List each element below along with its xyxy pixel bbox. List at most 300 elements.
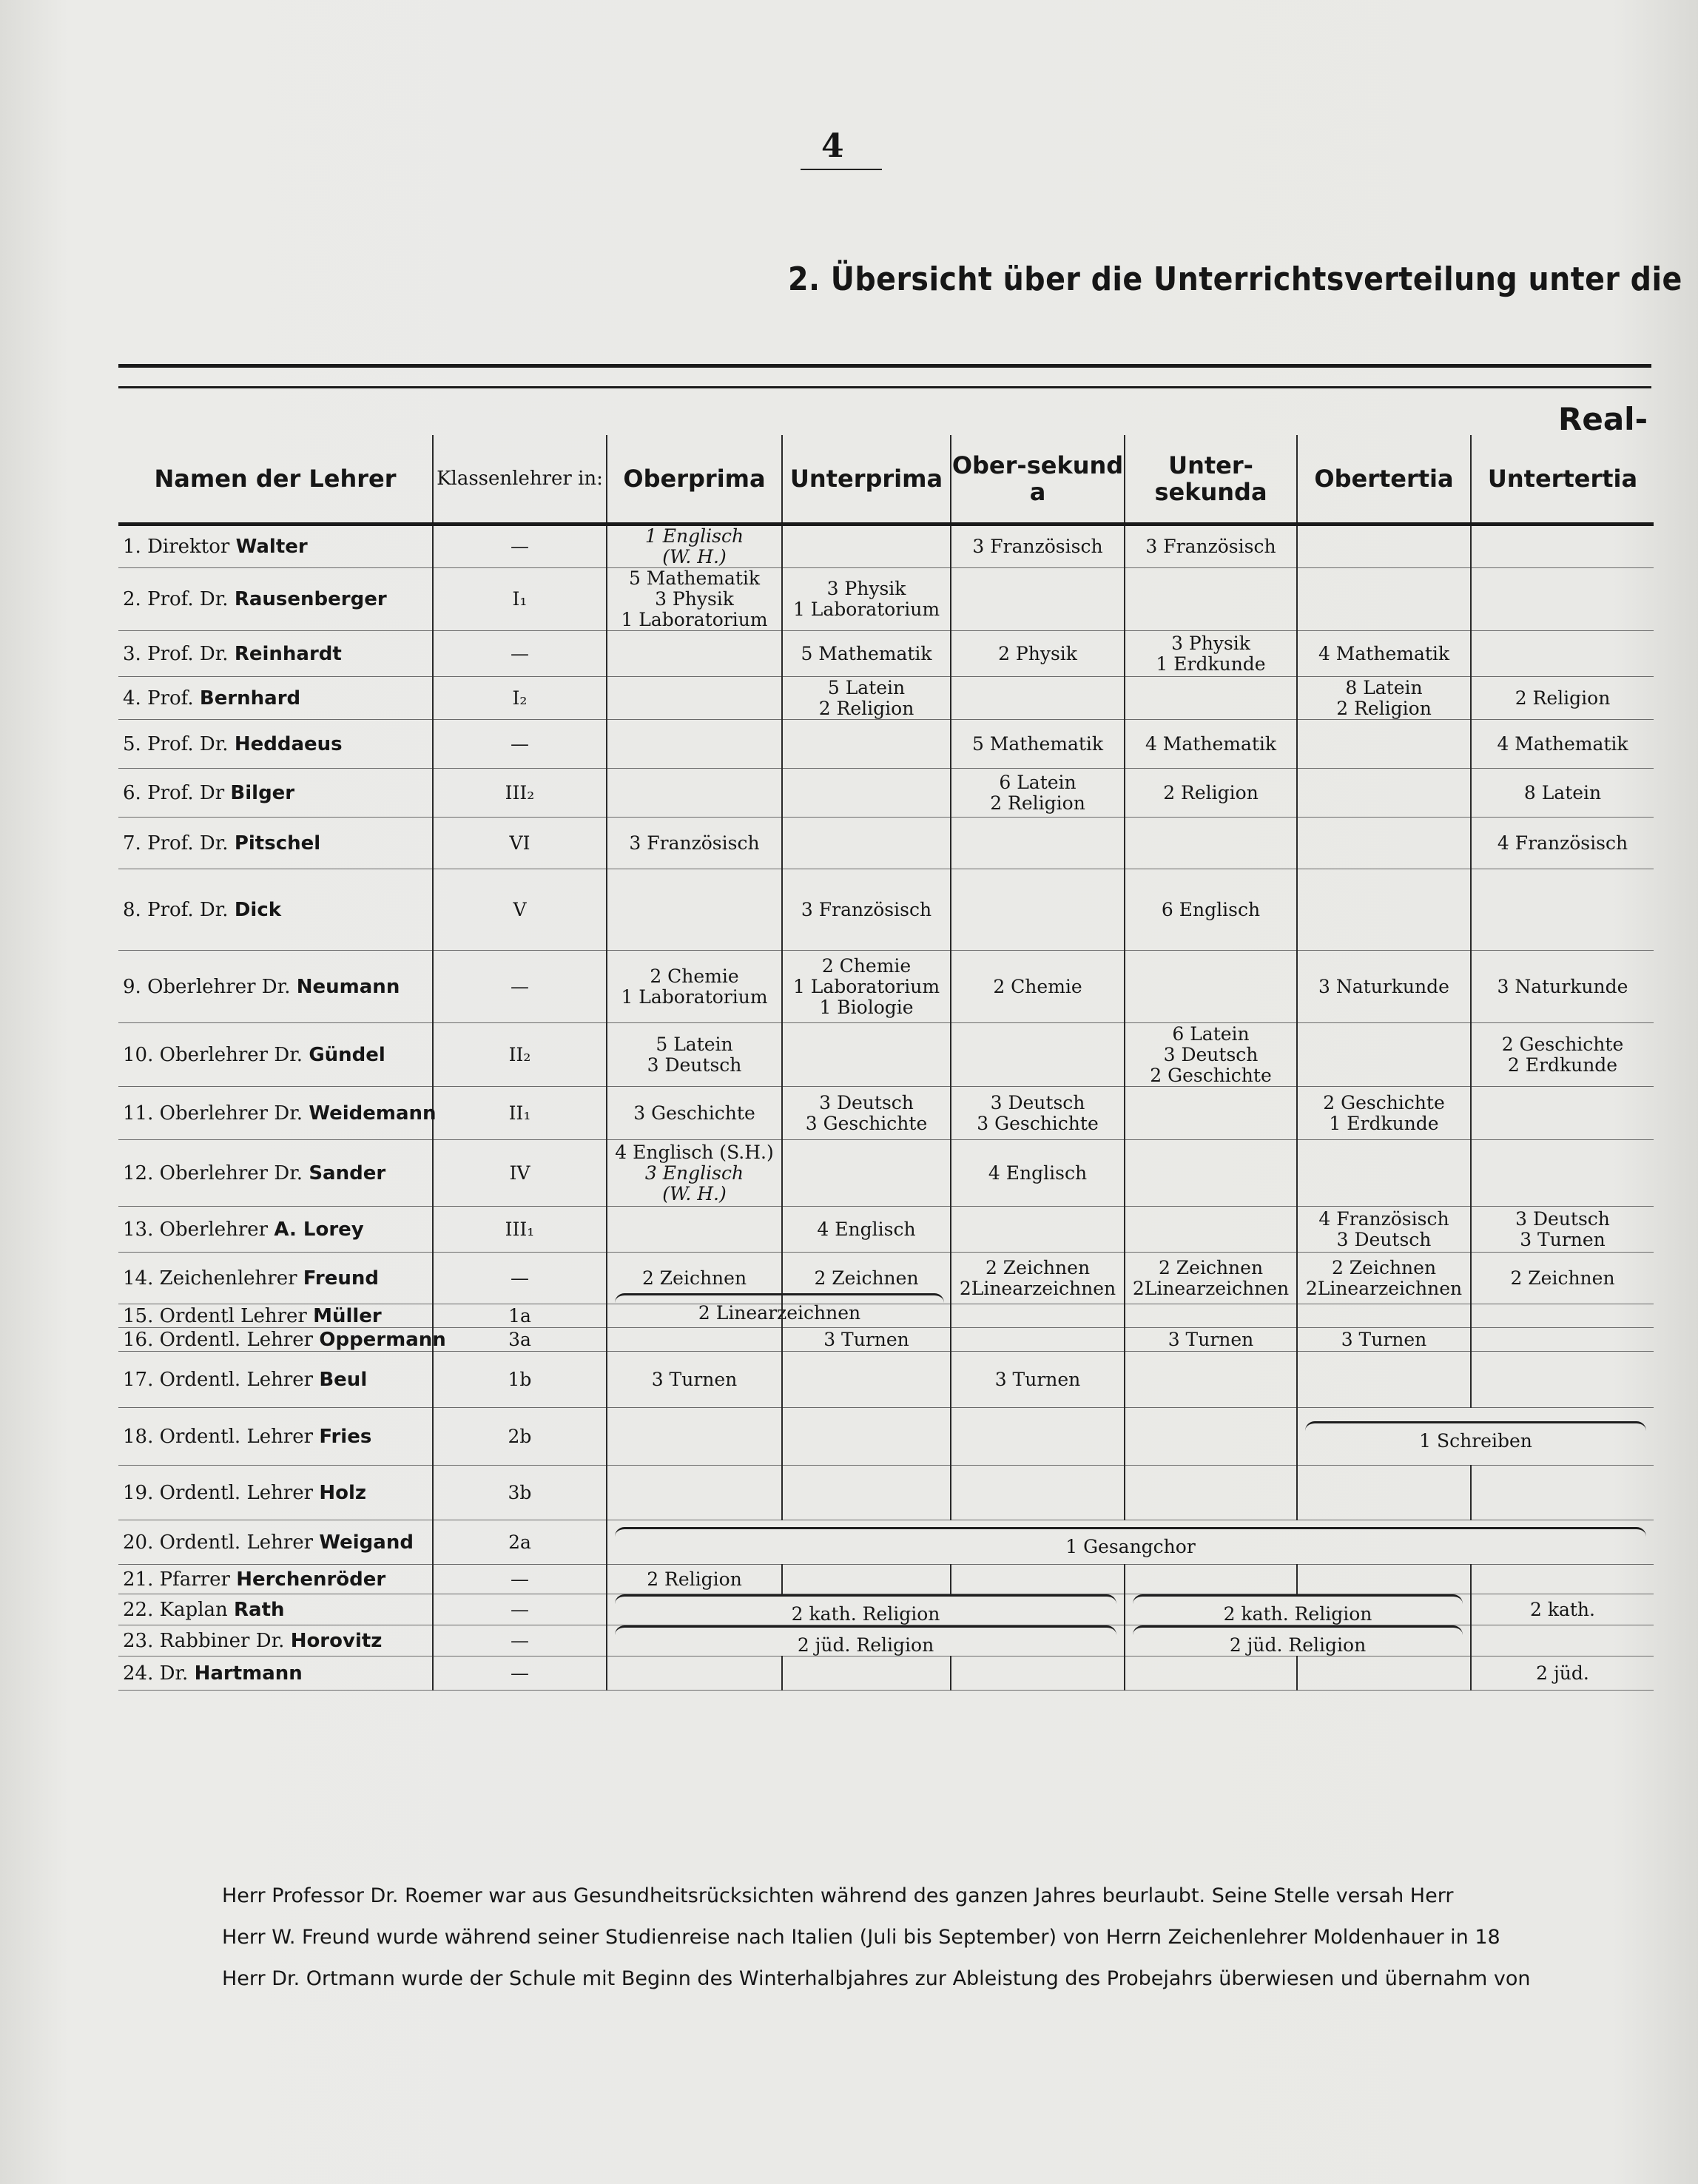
os-cell — [951, 951, 1125, 1023]
os-cell — [951, 677, 1125, 720]
ut-cell — [1471, 1328, 1654, 1352]
ot-cell — [1297, 1253, 1471, 1304]
cell-entry: 3 Turnen — [823, 1328, 909, 1350]
up-cell — [782, 525, 951, 568]
teacher-number: 23. — [123, 1629, 154, 1652]
klasse-cell: I₂ — [433, 677, 607, 720]
klasse-cell: II₁ — [433, 1087, 607, 1140]
teacher-number: 16. — [123, 1328, 154, 1351]
table-row — [118, 677, 1654, 720]
klasse-cell: — — [433, 525, 607, 568]
teacher-name-cell — [118, 1408, 433, 1466]
ut-cell — [1471, 1253, 1654, 1304]
up-cell — [782, 1087, 951, 1140]
table-row — [118, 951, 1654, 1023]
cell-entry: 2 Chemie — [821, 954, 912, 977]
cell-entry: 3 Physik — [655, 588, 734, 610]
teacher-number: 20. — [123, 1531, 154, 1554]
cell-entry: 3 Französisch — [801, 898, 932, 920]
teacher-title: Ordentl. Lehrer — [159, 1328, 314, 1351]
os-cell — [951, 1207, 1125, 1253]
table-row — [118, 568, 1654, 631]
ot-cell — [1297, 818, 1471, 869]
op-cell — [607, 525, 782, 568]
teacher-title: Rabbiner Dr. — [159, 1629, 285, 1652]
teacher-number: 1. — [123, 536, 141, 558]
cell-entry: 4 Französisch — [1497, 832, 1628, 854]
os-cell — [951, 1304, 1125, 1328]
table-row — [118, 1408, 1654, 1466]
teacher-surname: Weidemann — [309, 1102, 437, 1125]
teacher-name-cell — [118, 631, 433, 677]
teacher-name-cell — [118, 869, 433, 951]
op-cell — [607, 1466, 782, 1520]
up-cell — [782, 631, 951, 677]
cell-entry: 3 Turnen — [651, 1368, 738, 1390]
up-cell — [782, 1408, 951, 1466]
cell-entry: 2 Physik — [998, 642, 1077, 664]
footnotes — [222, 1885, 1650, 2009]
op-cell — [607, 1087, 782, 1140]
cell-entry: 4 Englisch — [988, 1162, 1088, 1184]
teacher-name-cell — [118, 769, 433, 818]
teacher-number: 24. — [123, 1662, 154, 1685]
us-cell — [1125, 818, 1297, 869]
teacher-name-cell — [118, 1207, 433, 1253]
cell-entry: 2 Zeichnen — [641, 1267, 747, 1289]
teacher-surname: Pitschel — [234, 832, 321, 855]
cell-entry: 2 kath. Religion — [791, 1603, 940, 1625]
table-row — [118, 1140, 1654, 1207]
teacher-name-cell — [118, 1520, 433, 1565]
cell-entry: 6 Latein — [1172, 1022, 1250, 1045]
up-cell — [782, 869, 951, 951]
teacher-title: Oberlehrer — [159, 1218, 269, 1241]
header-klasse: Klassenlehrer in: — [433, 435, 607, 525]
ot-cell — [1297, 1656, 1471, 1691]
teacher-number: 13. — [123, 1218, 154, 1241]
ut-cell — [1471, 1087, 1654, 1140]
teacher-title: Ordentl. Lehrer — [159, 1368, 314, 1391]
cell-entry: 2Linearzeichnen — [1305, 1277, 1463, 1299]
op-cell — [607, 769, 782, 818]
teacher-name-cell — [118, 720, 433, 769]
cell-entry: 2 Chemie — [993, 975, 1082, 997]
table-row — [118, 1253, 1654, 1304]
os-cell — [951, 1565, 1125, 1594]
teacher-surname: Weigand — [319, 1531, 414, 1554]
table-row — [118, 1656, 1654, 1691]
cell-entry: 1 Schreiben — [1419, 1430, 1532, 1452]
footnote-2: Herr W. Freund wurde während seiner Studienreise nach Italien (Juli bis September) von Herrn Zeichenlehrer Moldenhauer in 18 — [222, 1926, 1500, 1949]
klasse-cell: — — [433, 631, 607, 677]
os-cell — [951, 1087, 1125, 1140]
os-cell — [951, 525, 1125, 568]
teacher-number: 4. — [123, 687, 141, 710]
teacher-title: Direktor — [147, 536, 230, 558]
ot-cell — [1297, 677, 1471, 720]
linearzeichnen-joint — [607, 1293, 951, 1324]
teacher-title: Prof. Dr — [147, 781, 225, 804]
footnote-1: Herr Professor Dr. Roemer war aus Gesundheitsrücksichten während des ganzen Jahres beurlaubt. Seine Stelle versah Herr — [222, 1884, 1454, 1907]
teacher-number: 10. — [123, 1043, 154, 1066]
teacher-number: 19. — [123, 1481, 154, 1504]
cell-entry: 2 kath. — [1529, 1598, 1595, 1620]
teacher-title: Prof. Dr. — [147, 832, 229, 855]
teacher-number: 5. — [123, 732, 141, 755]
os-cell — [951, 720, 1125, 769]
us-cell — [1125, 1140, 1297, 1207]
os-cell — [951, 1352, 1125, 1408]
teacher-surname: Freund — [303, 1267, 379, 1290]
cell-entry: 3 Englisch — [644, 1162, 744, 1184]
cell-entry: 4 Mathematik — [1145, 732, 1277, 755]
teacher-title: Prof. Dr. — [147, 588, 229, 610]
teacher-surname: Horovitz — [290, 1629, 383, 1652]
cell-entry: 4 Mathematik — [1497, 732, 1628, 755]
klasse-cell: 3a — [433, 1328, 607, 1352]
teacher-title: Prof. Dr. — [147, 898, 229, 921]
teacher-title: Kaplan — [159, 1598, 228, 1621]
ut-cell — [1471, 769, 1654, 818]
cell-entry: 2 Zeichnen — [1331, 1256, 1437, 1278]
ot-cell — [1297, 1352, 1471, 1408]
cell-entry: 6 Englisch — [1161, 898, 1261, 920]
teacher-title: Ordentl. Lehrer — [159, 1531, 314, 1554]
teacher-number: 6. — [123, 781, 141, 804]
klasse-cell: I₁ — [433, 568, 607, 631]
untertertia-cell — [1471, 1594, 1654, 1625]
cell-entry: 3 Deutsch — [1163, 1043, 1259, 1065]
teacher-name-cell — [118, 1304, 433, 1328]
cell-entry: 2 Zeichnen — [1510, 1267, 1615, 1289]
ot-cell — [1297, 1328, 1471, 1352]
os-cell — [951, 1408, 1125, 1466]
ut-cell — [1471, 631, 1654, 677]
table-row — [118, 720, 1654, 769]
cell-entry: 2 kath. Religion — [1223, 1603, 1372, 1625]
teacher-title: Oberlehrer Dr. — [159, 1043, 303, 1066]
teacher-name-cell — [118, 1594, 433, 1625]
teacher-title: Ordentl. Lehrer — [159, 1425, 314, 1448]
klasse-cell: V — [433, 869, 607, 951]
op-cell — [607, 1023, 782, 1087]
cell-entry: 8 Latein — [1523, 781, 1602, 803]
cell-entry: 2Linearzeichnen — [1132, 1277, 1290, 1299]
cell-entry: 5 Latein — [656, 1033, 733, 1055]
us-cell — [1125, 951, 1297, 1023]
footnote-3: Herr Dr. Ortmann wurde der Schule mit Beginn des Winterhalbjahres zur Ableistung des Probejahrs überwiesen und übernahm von — [222, 1967, 1531, 1990]
teacher-name-cell — [118, 1565, 433, 1594]
op-cell — [607, 1140, 782, 1207]
header-oberprima: Oberprima — [607, 435, 782, 525]
table-row — [118, 1207, 1654, 1253]
joint-lesson-cell — [607, 1520, 1654, 1565]
cell-entry: (W. H.) — [662, 546, 727, 567]
teacher-surname: A. Lorey — [274, 1218, 364, 1241]
klasse-cell: 1b — [433, 1352, 607, 1408]
us-cell — [1125, 1328, 1297, 1352]
teacher-number: 3. — [123, 642, 141, 665]
teacher-number: 8. — [123, 898, 141, 921]
ut-cell — [1471, 525, 1654, 568]
teacher-title: Prof. Dr. — [147, 642, 229, 665]
up-cell — [782, 769, 951, 818]
teacher-number: 9. — [123, 975, 141, 998]
ot-cell — [1297, 525, 1471, 568]
us-cell — [1125, 869, 1297, 951]
ut-cell — [1471, 1656, 1654, 1691]
klasse-cell: 2a — [433, 1520, 607, 1565]
ot-cell — [1297, 1207, 1471, 1253]
ot-cell — [1297, 951, 1471, 1023]
teacher-name-cell — [118, 1656, 433, 1691]
cell-entry: 6 Latein — [999, 771, 1077, 793]
cell-entry: 2 Religion — [1515, 687, 1611, 709]
us-cell — [1125, 1466, 1297, 1520]
klasse-cell: IV — [433, 1140, 607, 1207]
klasse-cell: 2b — [433, 1408, 607, 1466]
cell-entry: 1 Laboratorium — [792, 975, 940, 997]
cell-entry: 2 Religion — [990, 792, 1085, 814]
cell-entry: 1 Laboratorium — [621, 985, 768, 1008]
ut-cell — [1471, 720, 1654, 769]
table-row — [118, 1466, 1654, 1520]
os-cell — [951, 1656, 1125, 1691]
teacher-number: 11. — [123, 1102, 154, 1125]
up-cell — [782, 1565, 951, 1594]
cell-entry: 2 Geschichte — [1150, 1064, 1272, 1086]
cell-entry: 3 Deutsch — [819, 1091, 914, 1113]
os-cell — [951, 1328, 1125, 1352]
cell-entry: 3 Naturkunde — [1318, 975, 1449, 997]
teacher-surname: Rausenberger — [234, 588, 387, 610]
header-obersekunda: Ober-sekunda — [951, 435, 1125, 525]
ot-cell — [1297, 1565, 1471, 1594]
os-cell — [951, 818, 1125, 869]
teacher-title: Ordentl. Lehrer — [159, 1481, 314, 1504]
ot-cell — [1297, 1023, 1471, 1087]
teacher-title: Pfarrer — [159, 1568, 230, 1591]
cell-entry: 2 Religion — [1163, 781, 1259, 803]
teacher-name-cell — [118, 1328, 446, 1352]
ut-cell — [1471, 1466, 1654, 1520]
cell-entry: 5 Mathematik — [971, 732, 1104, 755]
cell-entry: 3 Deutsch — [1336, 1228, 1432, 1250]
teacher-surname: Oppermann — [319, 1328, 446, 1351]
ot-cell — [1297, 1140, 1471, 1207]
os-cell — [951, 769, 1125, 818]
klasse-cell: VI — [433, 818, 607, 869]
table-row — [118, 818, 1654, 869]
klasse-cell: — — [433, 1594, 607, 1625]
ot-cell — [1297, 769, 1471, 818]
header-untersekunda: Unter-sekunda — [1125, 435, 1297, 525]
us-cell — [1125, 1656, 1297, 1691]
teacher-surname: Walter — [235, 536, 308, 558]
teacher-name-cell — [118, 818, 433, 869]
us-cell — [1125, 1408, 1297, 1466]
teacher-title: Prof. Dr. — [147, 732, 229, 755]
cell-entry: 2 Religion — [818, 697, 914, 719]
cell-entry: 5 Latein — [827, 676, 906, 698]
table-row — [118, 869, 1654, 951]
cell-entry: 5 Mathematik — [628, 567, 761, 589]
up-cell — [782, 1656, 951, 1691]
op-cell — [607, 1253, 861, 1324]
joint-lesson-cell — [1297, 1408, 1654, 1466]
cell-entry: 3 Geschichte — [977, 1112, 1099, 1134]
cell-entry: 1 Biologie — [819, 996, 914, 1018]
teacher-name-cell — [118, 1466, 433, 1520]
op-cell — [607, 1565, 782, 1594]
ot-cell — [1297, 631, 1471, 677]
us-cell — [1125, 720, 1297, 769]
cell-entry: 1 Englisch — [644, 525, 744, 547]
teacher-name-cell — [118, 525, 433, 568]
os-cell — [951, 1023, 1125, 1087]
op-cell — [607, 1408, 782, 1466]
us-cell — [1125, 1207, 1297, 1253]
teacher-number: 22. — [123, 1598, 154, 1621]
teacher-number: 15. — [123, 1304, 154, 1327]
page-number-rule — [801, 169, 882, 170]
ot-cell — [1297, 869, 1471, 951]
up-cell — [782, 568, 951, 631]
teacher-surname: Neumann — [296, 975, 400, 998]
teacher-name-cell — [118, 1087, 437, 1140]
teacher-surname: Müller — [313, 1304, 382, 1327]
op-cell — [607, 631, 782, 677]
teacher-title: Oberlehrer Dr. — [159, 1102, 303, 1125]
ot-cell — [1297, 1304, 1471, 1328]
cell-entry: 4 Englisch — [817, 1218, 916, 1240]
teacher-surname: Herchenröder — [236, 1568, 386, 1591]
cell-entry: 2 Zeichnen — [814, 1267, 919, 1289]
ot-cell — [1297, 1087, 1471, 1140]
ut-cell — [1471, 951, 1654, 1023]
section-label: Real- — [1558, 401, 1648, 437]
table-row — [118, 631, 1654, 677]
cell-entry: 3 Geschichte — [805, 1112, 928, 1134]
teacher-name-cell — [118, 1023, 433, 1087]
cell-entry: 3 Physik — [826, 578, 906, 599]
header-obertertia: Obertertia — [1297, 435, 1471, 525]
teacher-surname: Holz — [319, 1481, 367, 1504]
cell-entry: 3 Physik — [1171, 632, 1250, 654]
teacher-name-cell — [118, 1140, 433, 1207]
ut-cell — [1471, 1140, 1654, 1207]
ut-cell — [1471, 1023, 1654, 1087]
klasse-cell: III₂ — [433, 769, 607, 818]
klasse-cell: — — [433, 951, 607, 1023]
joint-lesson-cell — [1125, 1594, 1471, 1625]
cell-entry: 3 Naturkunde — [1497, 975, 1628, 997]
ut-cell — [1471, 818, 1654, 869]
cell-entry: 2 Religion — [1336, 697, 1432, 719]
os-cell — [951, 631, 1125, 677]
us-cell — [1125, 525, 1297, 568]
cell-entry: 1 Gesangchor — [1065, 1536, 1196, 1557]
klasse-cell: — — [433, 1656, 607, 1691]
cell-entry: 3 Turnen — [994, 1368, 1081, 1390]
joint-lesson-cell — [607, 1625, 1125, 1656]
cell-entry: 1 Laboratorium — [621, 609, 768, 630]
teacher-name-cell — [118, 568, 433, 631]
cell-entry: 2 Zeichnen — [985, 1256, 1091, 1278]
us-cell — [1125, 1352, 1297, 1408]
cell-entry: 3 Französisch — [629, 832, 760, 854]
ot-cell — [1297, 568, 1471, 631]
teacher-surname: Reinhardt — [234, 642, 342, 665]
cell-entry: 3 Französisch — [972, 536, 1103, 557]
table-row — [118, 1520, 1654, 1565]
table-row — [118, 1087, 1654, 1140]
cell-entry: 2 Geschichte — [1323, 1091, 1445, 1113]
ot-cell — [1297, 720, 1471, 769]
table-row — [118, 525, 1654, 568]
op-cell — [607, 568, 782, 631]
ot-cell — [1297, 1466, 1471, 1520]
up-cell — [782, 1466, 951, 1520]
cell-entry: 3 Deutsch — [990, 1091, 1085, 1113]
ut-cell — [1471, 677, 1654, 720]
os-cell — [951, 1140, 1125, 1207]
untertertia-cell — [1471, 1625, 1654, 1656]
cell-entry: 3 Französisch — [1145, 536, 1276, 557]
op-cell — [607, 1207, 782, 1253]
joint-lesson-cell — [1125, 1625, 1471, 1656]
os-cell — [951, 869, 1125, 951]
teacher-number: 18. — [123, 1425, 154, 1448]
teacher-name-cell — [118, 677, 433, 720]
cell-entry: 4 Französisch — [1318, 1207, 1449, 1230]
op-cell — [607, 720, 782, 769]
cell-entry: 2 Religion — [647, 1568, 742, 1590]
teacher-surname: Sander — [309, 1162, 386, 1184]
os-cell — [951, 1466, 1125, 1520]
table-row — [118, 769, 1654, 818]
up-cell — [782, 818, 951, 869]
klasse-cell: II₂ — [433, 1023, 607, 1087]
up-cell — [782, 1207, 951, 1253]
klasse-cell: — — [433, 1565, 607, 1594]
joint-lesson-cell — [607, 1594, 1125, 1625]
cell-entry: 2 jüd. — [1536, 1662, 1589, 1684]
cell-entry: 2 Linearzeichnen — [698, 1301, 861, 1324]
us-cell — [1125, 1253, 1297, 1304]
teacher-title: Zeichenlehrer — [159, 1267, 297, 1290]
teacher-surname: Heddaeus — [234, 732, 343, 755]
op-cell — [607, 1656, 782, 1691]
table-row — [118, 1328, 1654, 1352]
cell-entry: 2 Erdkunde — [1507, 1054, 1618, 1076]
cell-entry: 2 jüd. Religion — [1229, 1634, 1367, 1656]
cell-entry: 2 Zeichnen — [1158, 1256, 1264, 1278]
cell-entry: 3 Turnen — [1341, 1328, 1427, 1350]
klasse-cell: — — [433, 1253, 607, 1304]
table-header-row — [118, 435, 1654, 525]
teacher-title: Prof. — [147, 687, 194, 710]
teacher-title: Oberlehrer Dr. — [159, 1162, 303, 1184]
teacher-name-cell — [118, 1352, 433, 1408]
cell-entry: 3 Deutsch — [647, 1054, 742, 1076]
klasse-cell: 1a — [433, 1304, 607, 1328]
us-cell — [1125, 568, 1297, 631]
ut-cell — [1471, 1565, 1654, 1594]
os-cell — [951, 568, 1125, 631]
us-cell — [1125, 1565, 1297, 1594]
